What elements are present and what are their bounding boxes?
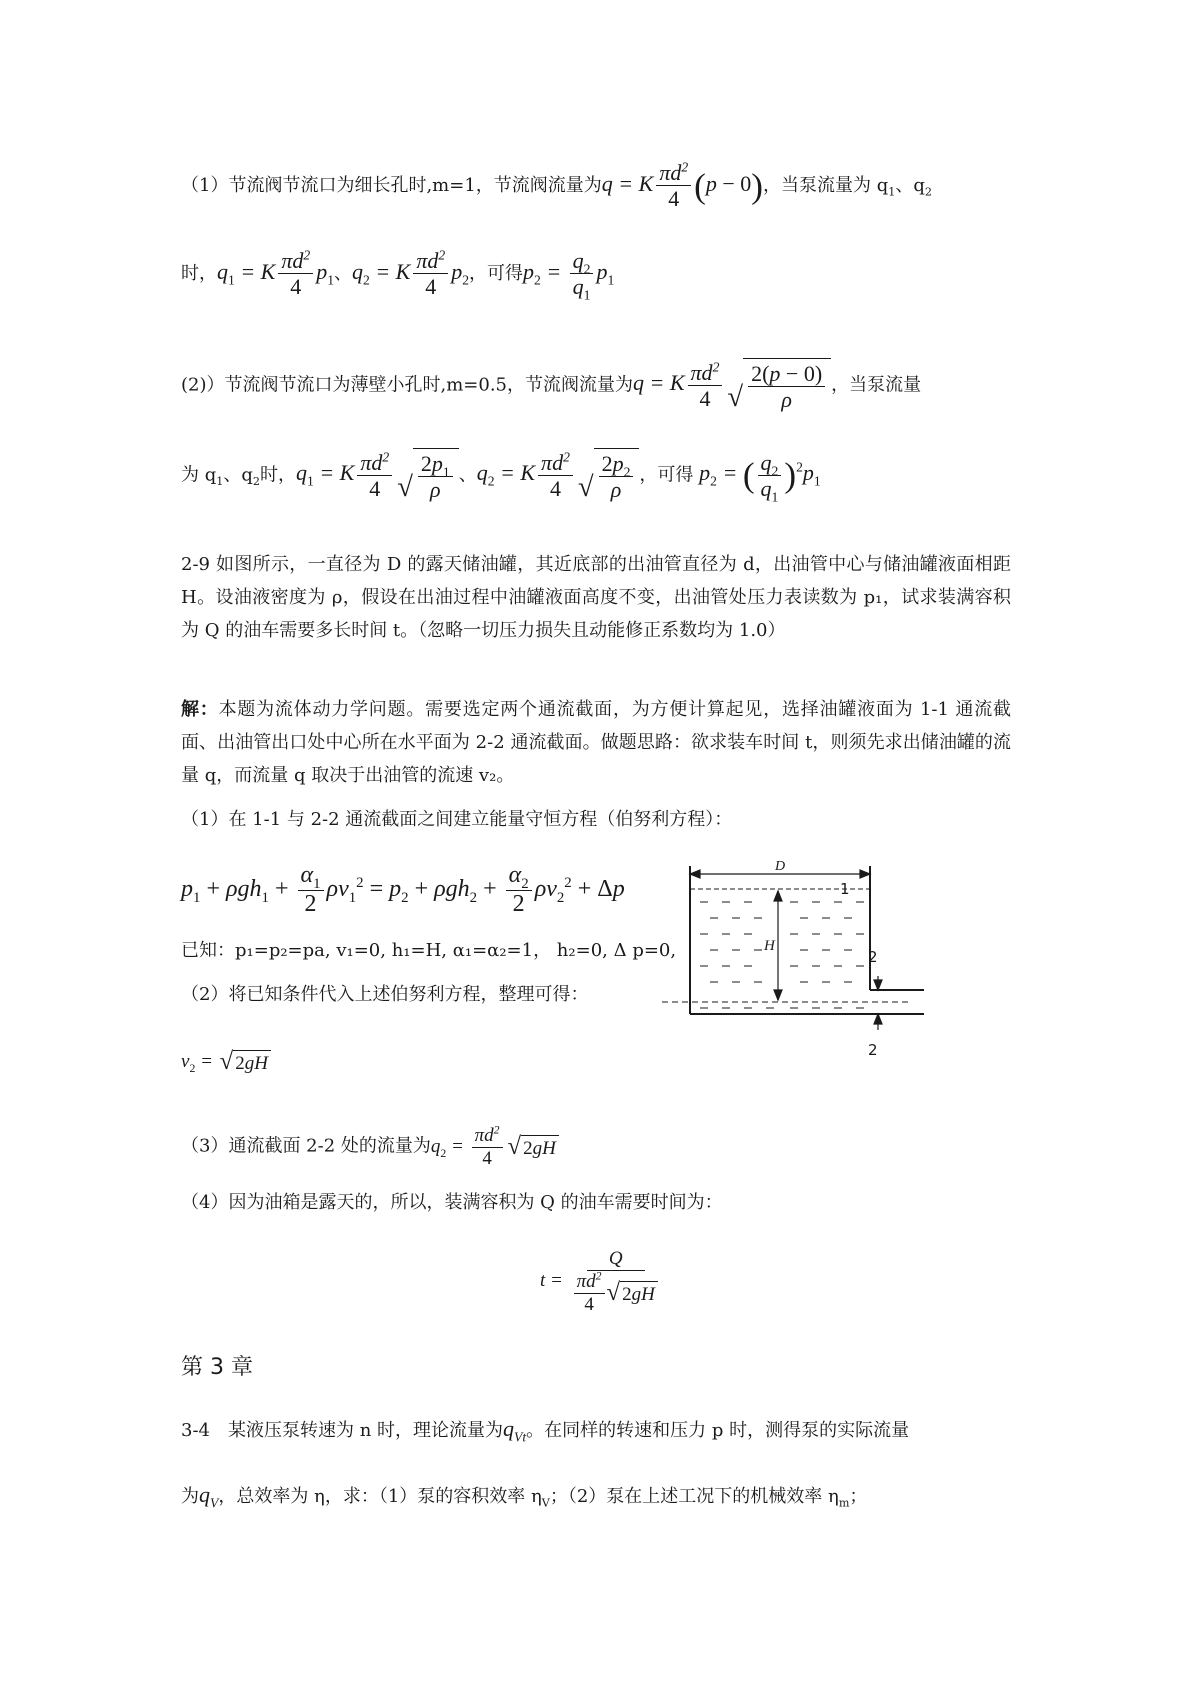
sub: m <box>838 1496 850 1510</box>
dimension-H <box>774 891 782 1000</box>
formula-q1-sharp: $q_1 = K$ $\frac{\pi d^2}{4}$ √ $\frac{2p_1}{\rho}$ <box>296 460 459 485</box>
problem-3-4-line2 <box>181 1482 868 1511</box>
text: 、q <box>223 464 253 486</box>
text: (2)）节流阀节流口为薄壁小孔时,m=0.5，节流阀流量为 <box>181 374 633 396</box>
problem-3-4-line1 <box>181 1416 910 1445</box>
formula-q-sharp: q = K $\frac{\pi d^2}{4}$ √ $\frac{2(p - 0)}{\rho}$ <box>633 370 831 395</box>
liquid-hatch <box>700 902 864 1008</box>
text: ；（2）泵在上述工况下的机械效率 η <box>549 1486 839 1507</box>
section-2-line <box>181 358 921 413</box>
text: 时， <box>181 262 217 284</box>
step-1: （1）在 1-1 与 2-2 通流截面之间建立能量守恒方程（伯努利方程）： <box>181 809 733 830</box>
section-2-bottom-label: 2 <box>868 1041 878 1058</box>
solution-label: 解： <box>181 699 219 720</box>
text: ，当泵流量 <box>831 374 922 396</box>
bernoulli-equation: $p_1 + \rho gh_1$ + $\frac{\alpha_1}{2}$ $\rho v_1^2 = p_2 + \rho gh_2$ + $\frac{\alpha_2}{2}$ $\rho v_2^2 + \Delta p$ <box>181 862 625 917</box>
outlet-dimension <box>874 976 882 1030</box>
solution-para <box>181 693 1011 792</box>
section-2-top-label: 2 <box>868 948 878 966</box>
text: 为 q <box>181 464 217 486</box>
formula-q2: $q_2 = K$ $\frac{\pi d^2}{4}$ $p_2$ <box>352 247 469 300</box>
sub: 1 <box>216 474 224 488</box>
formula-p2-thin: $p_2$ = $\frac{q_2}{q_1}$ $p_1$ <box>523 248 615 303</box>
step-3 <box>181 1125 559 1170</box>
text: 、q <box>895 174 925 196</box>
label-H: H <box>764 938 775 954</box>
symbol-qvt: $q_{Vt}$ <box>503 1416 527 1445</box>
solution-text: 本题为流体动力学问题。需要选定两个通流截面，为方便计算起见，选择油罐液面为 1-1 通流截面、出油管出口处中心所在水平面为 2-2 通流截面。做题思路：欲求装车时间 t，则须先求出储油罐的流量 q，而流量 q 取决于出油管的流速 v₂。 <box>181 699 1011 786</box>
known-conditions: 已知：p₁=p₂=pa, v₁=0, h₁=H, α₁=α₂=1， h₂=0, Δ p=0, <box>181 940 677 961</box>
text: 时， <box>260 464 296 486</box>
sub: 2 <box>252 474 260 488</box>
formula-q2-flow: $q_2$ = $\frac{\pi d^2}{4}$ √ 2 gH <box>431 1136 559 1157</box>
label-D: D <box>775 859 786 874</box>
text: （3）通流截面 2-2 处的流量为 <box>181 1135 431 1157</box>
step-4: （4）因为油箱是露天的，所以，装满容积为 Q 的油车需要时间为： <box>181 1192 723 1213</box>
chapter-heading: 第 3 章 <box>181 1355 253 1380</box>
text: （1）节流阀节流口为细长孔时,m=1，节流阀流量为 <box>181 174 602 196</box>
section-1-line <box>181 160 932 212</box>
formula-q-thin: q = K $\frac{\pi d^2}{4}$ (p − 0) <box>601 159 764 212</box>
section-1-result <box>181 247 615 303</box>
problem-2-9: 2-9 如图所示，一直径为 D 的露天储油罐，其近底部的出油管直径为 d，出油管中心与储油罐液面相距 H。设油液密度为 ρ，假设在出油过程中油罐液面高度不变，出油管处压力表读数为 p₁，试求装满容积为 Q 的油车需要多长时间 t。（忽略一切压力损失且动能修正系数均为 1.0） <box>181 554 1011 641</box>
sub: V <box>541 1496 550 1510</box>
text: ，当泵流量为 q <box>763 174 889 196</box>
formula-q1: $q_1 = K$ $\frac{\pi d^2}{4}$ $p_1$ <box>217 247 334 300</box>
symbol-qv: $q_V$ <box>199 1482 219 1511</box>
step-2: （2）将已知条件代入上述伯努利方程，整理可得： <box>181 984 589 1005</box>
text: 3-4 某液压泵转速为 n 时，理论流量为 <box>181 1420 504 1441</box>
sub: 2 <box>924 185 933 199</box>
text: 、 <box>334 262 352 284</box>
formula-p2-sharp: $p_2$ = ( $\frac{q_2}{q_1}$ )$^2p_1$ <box>699 449 821 505</box>
formula-q2-sharp: $q_2 = K$ $\frac{\pi d^2}{4}$ √ $\frac{2p_2}{\rho}$ <box>477 460 640 485</box>
text: ； <box>849 1486 868 1507</box>
formula-v2: $v_2$ = √ 2 gH <box>181 1050 271 1075</box>
text: 、 <box>458 464 477 486</box>
sub: 1 <box>888 185 896 199</box>
text: 。在同样的转速和压力 p 时，测得泵的实际流量 <box>526 1420 910 1441</box>
formula-t: t = Q $\frac{\pi d^2}{4}$ √ 2 gH <box>540 1248 664 1316</box>
section-2-result <box>181 448 821 503</box>
section-1-right-label: 1 <box>840 880 850 898</box>
text: ，可得 <box>469 262 523 284</box>
tank-walls <box>690 866 924 1014</box>
frac: $\frac{\pi d^2}{4}$ <box>656 160 691 212</box>
text: 为 <box>181 1486 199 1507</box>
text: ，可得 <box>639 464 694 486</box>
oil-tank-diagram <box>660 858 960 1058</box>
text: ，总效率为 η，求：（1）泵的容积效率 η <box>218 1486 542 1507</box>
